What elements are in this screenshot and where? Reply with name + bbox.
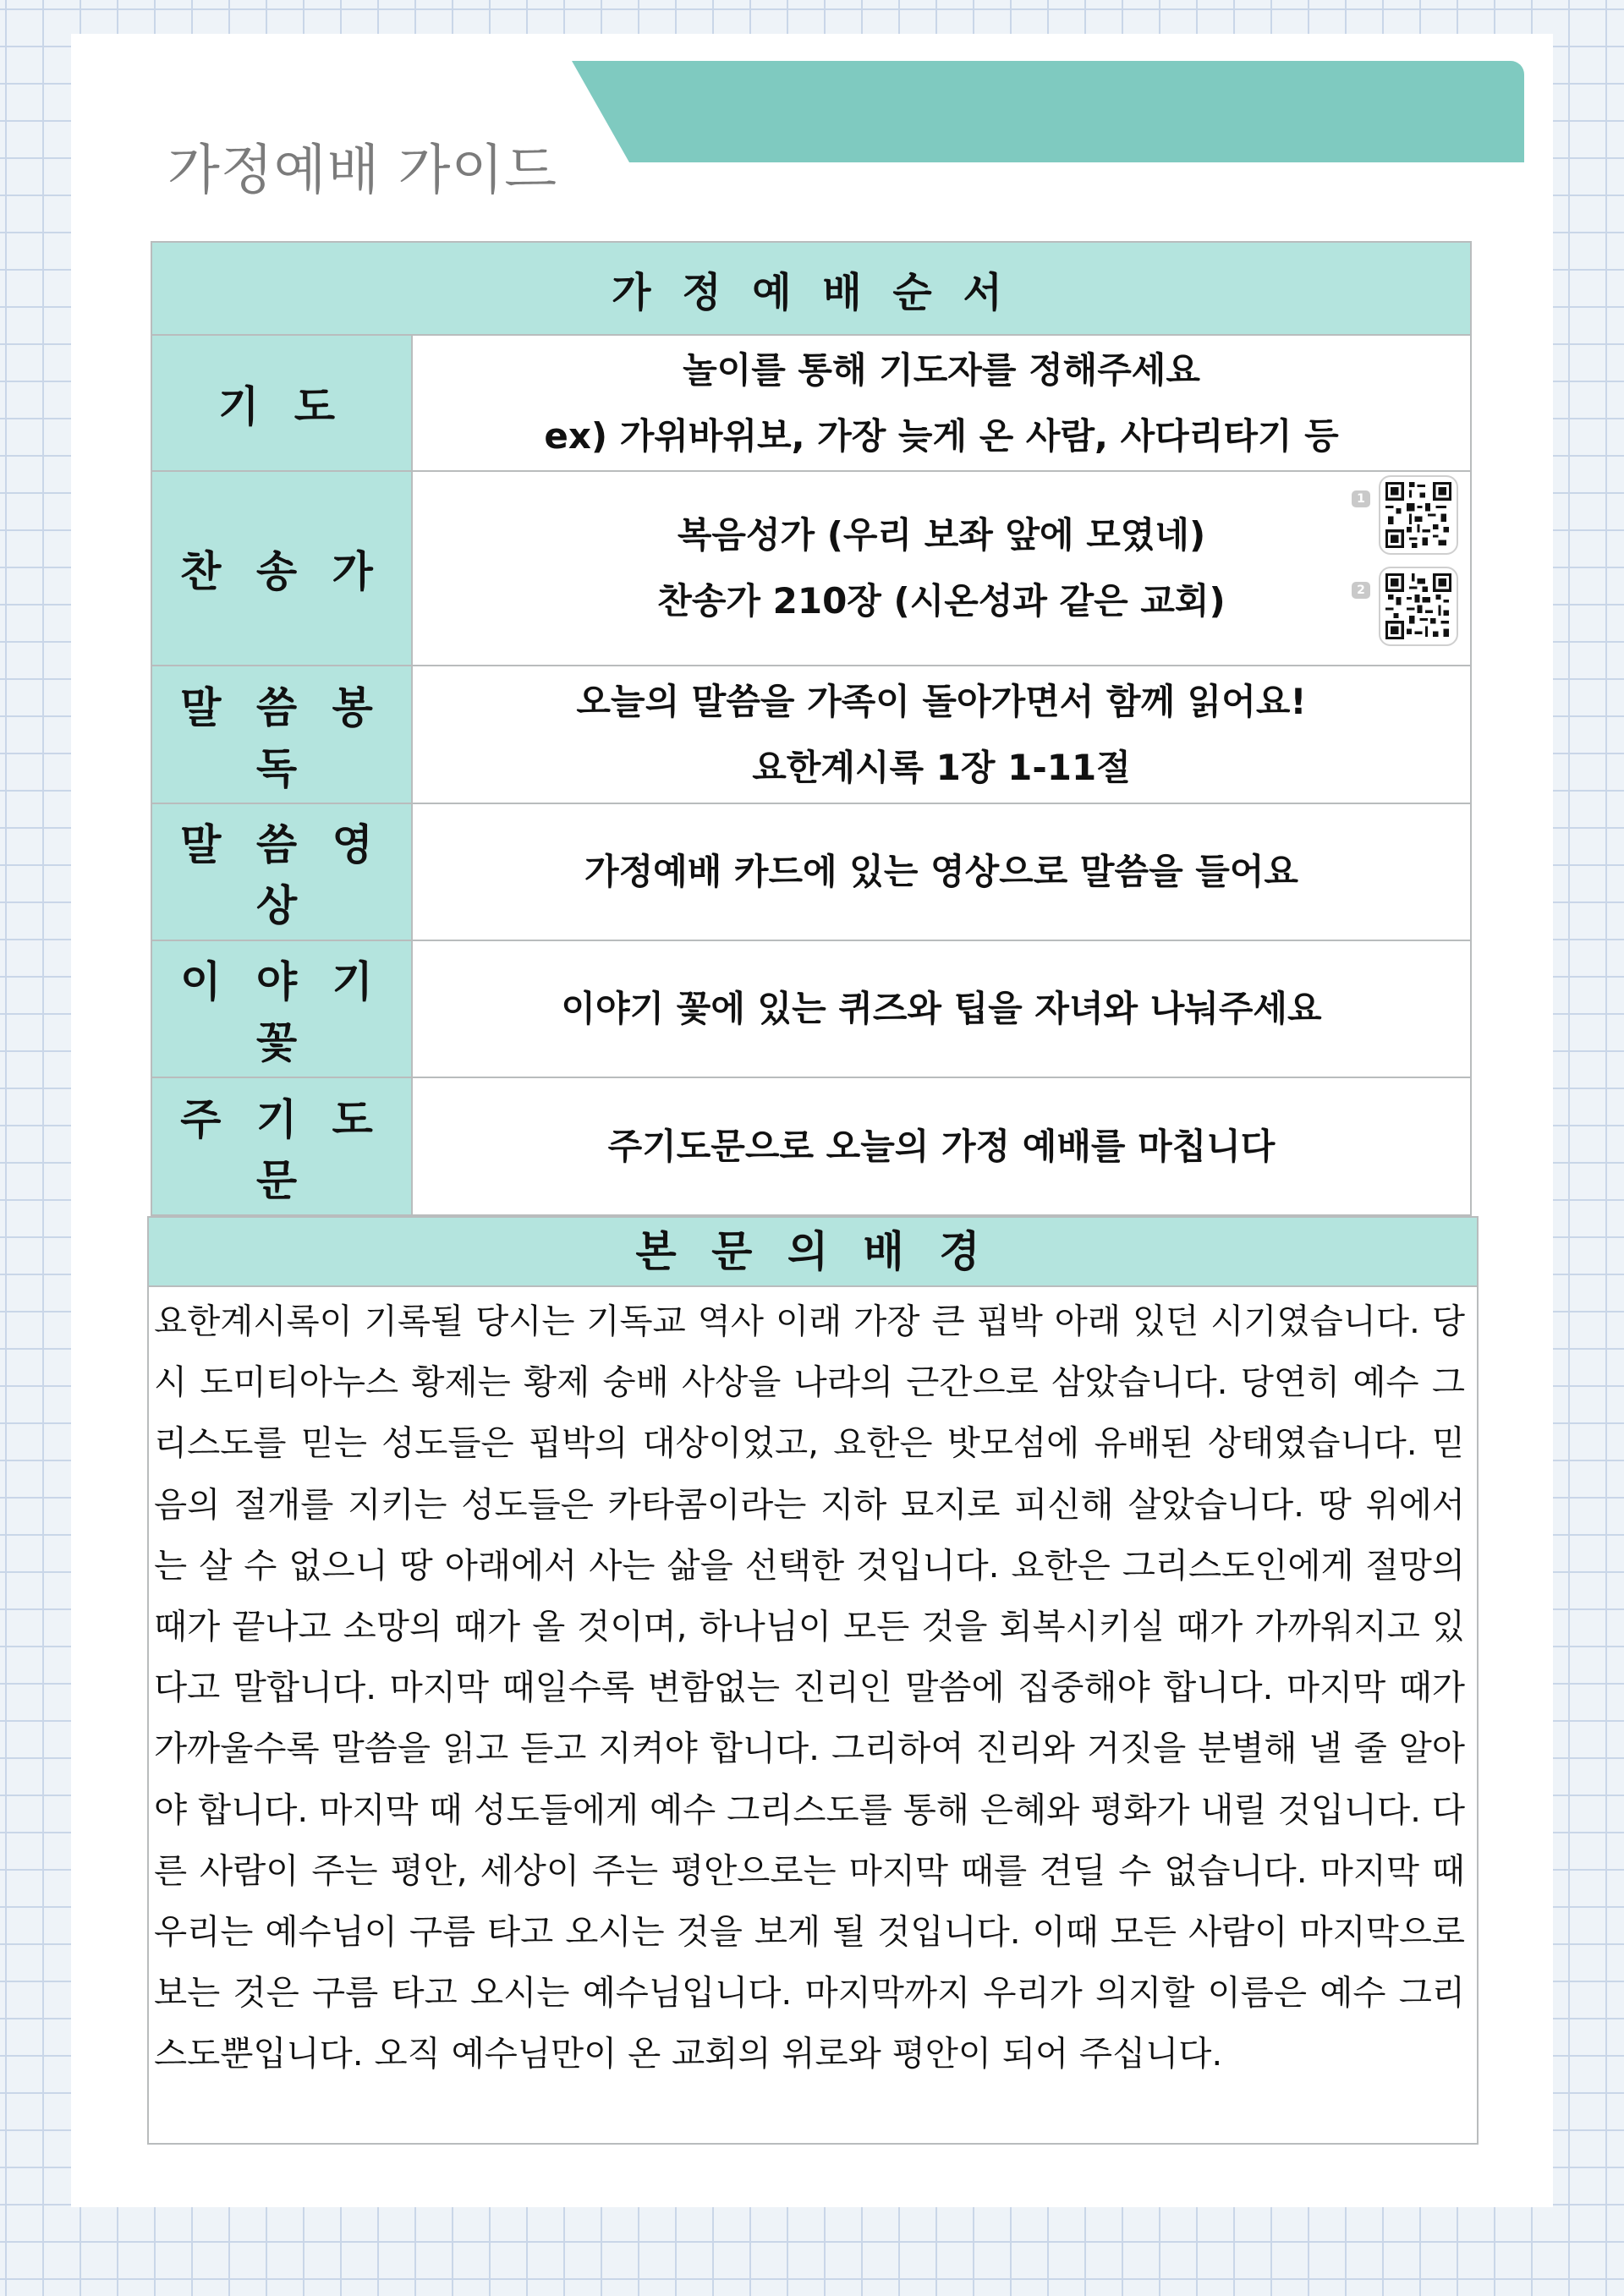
description-line: 찬송가 210장 (시온성과 같은 교회) [657,580,1226,622]
qr-code-2[interactable] [1357,567,1458,648]
row-description [412,1077,1471,1215]
order-row-sermon-video [151,803,1471,940]
row-description [412,803,1471,940]
description-line: 오늘의 말씀을 가족이 돌아가면서 함께 읽어요! [576,680,1307,722]
description-line: 이야기 꽃에 있는 퀴즈와 팁을 자녀와 나눠주세요 [561,988,1322,1029]
header-tab-accent [572,61,1524,162]
order-row-hymn [151,471,1471,666]
background-body-text: 요한계시록이 기록될 당시는 기독교 역사 이래 가장 큰 핍박 아래 있던 시기였습니다. 당시 도미티아누스 황제는 황제 숭배 사상을 나라의 근간으로 삼았습니다. 당연히 예수 그리스도를 믿는 성도들은 핍박의 대상이었고, 요한은 밧모섬에 유배된 상태였습니다. 믿음의 절개를 지키는 성도들은 카타콤이라는 지하 묘지로 피신해 살았습니다. 땅 위에서는 살 수 없으니 땅 아래에서 사는 삶을 선택한 것입니다. 요한은 그리스도인에게 절망의 때가 끝나고 소망의 때가 올 것이며, 하나님이 모든 것을 회복시키실 때가 가까워지고 있다고 말합니다. 마지막 때일수록 변함없는 진리인 말씀에 집중해야 합니다. 마지막 때가 가까울수록 말씀을 읽고 듣고 지켜야 합니다. 그리하여 진리와 거짓을 분별해 낼 줄 알아야 합니다. 마지막 때 성도들에게 예수 그리스도를 통해 은혜와 평화가 내릴 것입니다. 다른 사람이 주는 평안, 세상이 주는 평안으로는 마지막 때를 견딜 수 없습니다. 마지막 때 우리는 예수님이 구름 타고 오시는 것을 보게 될 것입니다. 이때 모든 사람이 마지막으로 보는 것은 구름 타고 오시는 예수님입니다. 마지막까지 우리가 의지할 이름은 예수 그리스도뿐입니다. 오직 예수님만이 온 교회의 위로와 평안이 되어 주십니다. [154,1301,1465,2074]
row-label: 이 야 기 꽃 [151,940,412,1077]
row-description [412,666,1471,803]
description-line: 놀이를 통해 기도자를 정해주세요 [683,348,1200,391]
description-line: 주기도문으로 오늘의 가정 예배를 마칩니다 [607,1125,1276,1167]
worship-order-table [151,241,1472,1216]
order-row-lords-prayer [151,1077,1471,1215]
row-description [412,940,1471,1077]
row-label: 찬 송 가 [151,471,412,666]
row-description [412,471,1471,666]
page-title: 가정예배 가이드 [167,140,558,202]
scripture-background-section [147,1216,1479,2145]
section-title: 본 문 의 배 경 [149,1218,1477,1287]
description-line: ex) 가위바위보, 가장 늦게 온 사람, 사다리타기 등 [544,414,1339,457]
row-label: 말 씀 영 상 [151,803,412,940]
order-table-title: 가 정 예 배 순 서 [151,242,1471,335]
order-row-story-time [151,940,1471,1077]
row-label: 기 도 [151,335,412,471]
qr-number-badge: 2 [1352,582,1370,599]
qr-code-1[interactable] [1357,475,1458,556]
qr-code-icon [1379,567,1458,646]
row-label: 주 기 도 문 [151,1077,412,1215]
description-line: 요한계시록 1장 1-11절 [752,746,1131,788]
order-row-scripture-reading [151,666,1471,803]
row-description [412,335,1471,471]
qr-number-badge: 1 [1352,490,1370,507]
header-tab-edge [622,162,1553,188]
order-row-prayer [151,335,1471,471]
description-line: 복음성가 (우리 보좌 앞에 모였네) [677,514,1206,556]
description-line: 가정예배 카드에 있는 영상으로 말씀을 들어요 [584,851,1298,892]
row-label: 말 씀 봉 독 [151,666,412,803]
qr-code-icon [1379,475,1458,555]
